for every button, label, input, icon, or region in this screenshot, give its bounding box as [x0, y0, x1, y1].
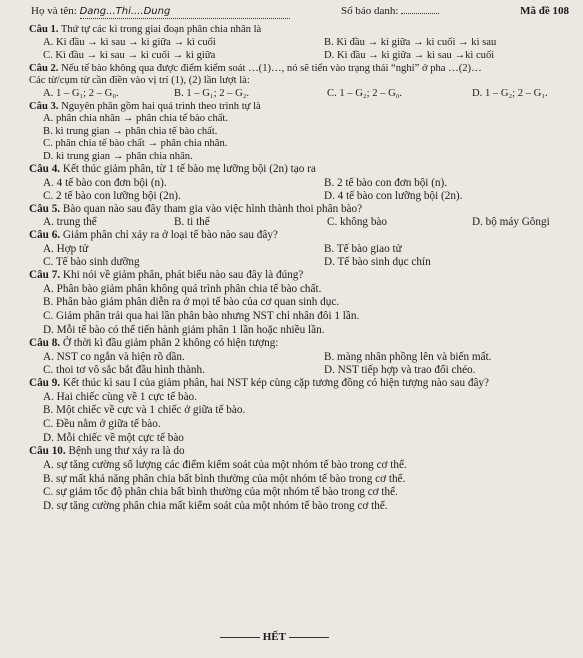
option-b: B. Phân bào giảm phân diễn ra ở mọi tế bào của cơ quan sinh dục. [43, 296, 340, 309]
end-text: HẾT [262, 631, 286, 643]
option-b: B. 2 tế bào con đơn bội (n). [324, 176, 448, 189]
options-row [29, 37, 579, 50]
question-text: Nguyên phân gồm hai quá trình theo trình tự là [61, 100, 261, 112]
name-label: Họ và tên: [31, 5, 77, 17]
question-text: Kết thúc giảm phân, từ 1 tế bào mẹ lưỡng bội (2n) tạo ra [62, 163, 316, 175]
option-b: B. 1 – G₁; 2 – G₂. [174, 87, 250, 99]
options-row [29, 216, 579, 229]
divider [220, 637, 260, 638]
name-value: Dang...Thi....Dung [80, 6, 290, 19]
sbd-blank [401, 13, 439, 14]
option-b: B. màng nhân phồng lên và biến mất. [324, 350, 492, 363]
option-b: B. Tế bào giao tử [324, 242, 402, 255]
option-a: A. Phân bào giảm phân không quá trình phân chia tế bào chất. [43, 282, 322, 295]
question-7 [29, 269, 579, 283]
option-a: A. 4 tế bào con đơn bội (n). [43, 176, 167, 189]
option-b: B. Kì đầu → kì giữa → kì cuối → kì sau [324, 36, 497, 48]
option-d: D. Mỗi tế bào có thể tiến hành giảm phân 1 lần hoặc nhiều lần. [43, 323, 325, 336]
question-text: Ở thời kì đầu giảm phân 2 không có hiện tượng: [62, 337, 279, 350]
question-number: Câu 3. [29, 100, 59, 112]
option-d: D. bộ máy Gôngi [472, 216, 550, 229]
option-b: B. sự mất khả năng phân chia bất bình thường của một nhóm tế bào trong cơ thể. [43, 472, 406, 485]
option-a: A. Hợp tử [43, 242, 89, 255]
candidate-number [341, 5, 439, 18]
question-text: Nếu tế bào không qua được điểm kiểm soát …(1)…, nó sẽ tiến vào trạng thái “nghỉ” ở pha …(2)… [61, 62, 482, 74]
options-row [29, 243, 579, 256]
options-row [29, 256, 579, 269]
question-text: Thứ tự các kì trong giai đoạn phân chia nhân là [60, 24, 262, 35]
question-number: Câu 7. [29, 268, 61, 281]
option-d: D. 4 tế bào con lưỡng bội (2n). [324, 189, 463, 202]
option-a: A. 1 – G₁; 2 – G₀. [43, 87, 119, 99]
question-5 [29, 203, 579, 217]
question-2-instruction: Các từ/cụm từ cần điền vào vị trí (1), (2) lần lượt là: [29, 75, 250, 86]
option-d: D. kì trung gian → phân chia nhân. [43, 150, 193, 162]
question-4 [29, 163, 579, 177]
end-marker [220, 631, 329, 644]
question-number: Câu 1. [29, 24, 59, 35]
option-d: D. sự tăng cường phân chia mất kiểm soát của một nhóm tế bào trong cơ thể. [43, 499, 388, 512]
question-number: Câu 2. [29, 62, 59, 74]
question-number: Câu 10. [29, 445, 66, 458]
question-1 [29, 24, 579, 37]
divider [289, 637, 329, 638]
option-d: D. Tế bào sinh dục chín [324, 255, 431, 268]
option-b: B. kì trung gian → phân chia tế bào chất. [43, 125, 218, 137]
option-c: C. Kì đầu → kì sau → kì cuối → kì giữa [43, 49, 216, 61]
option-c: C. không bào [327, 216, 387, 229]
question-9 [29, 377, 579, 391]
questions [29, 24, 579, 513]
question-3 [29, 101, 579, 114]
option-d: D. Kì đầu → kì giữa → kì sau →kì cuối [324, 49, 495, 61]
option-c: C. Đều nằm ở giữa tế bào. [43, 417, 161, 430]
exam-header [31, 5, 569, 21]
options-row [29, 88, 579, 101]
option-d: D. NST tiếp hợp và trao đổi chéo. [324, 363, 476, 376]
option-a: A. trung thể [43, 216, 97, 229]
option-a: A. phân chia nhân → phân chia tế bào chất. [43, 113, 229, 124]
option-c: C. 1 – G₂; 2 – G₀. [327, 87, 403, 99]
question-number: Câu 4. [29, 163, 61, 175]
options-row [29, 364, 579, 377]
question-number: Câu 8. [29, 337, 61, 350]
question-8 [29, 337, 579, 351]
option-b: B. Một chiếc về cực và 1 chiếc ở giữa tế bào. [43, 404, 246, 417]
options-row [29, 50, 579, 63]
option-c: C. Giảm phân trải qua hai lần phân bào nhưng NST chỉ nhân đôi 1 lần. [43, 309, 360, 322]
option-c: C. Tế bào sinh dưỡng [43, 255, 140, 268]
question-number: Câu 5. [29, 202, 61, 215]
question-6 [29, 229, 579, 243]
option-a: A. Hai chiếc cùng về 1 cực tế bào. [43, 390, 197, 403]
question-text: Khi nói về giảm phân, phát biểu nào sau đây là đúng? [62, 268, 304, 281]
option-c: C. phân chia tế bào chất → phân chia nhân. [43, 138, 228, 149]
options-row [29, 351, 579, 364]
option-a: A. sự tăng cường số lượng các điểm kiểm soát của một nhóm tế bào trong cơ thể. [43, 458, 407, 471]
option-d: D. 1 – G₂; 2 – G₁. [472, 87, 548, 99]
question-text: Bệnh ung thư xảy ra là do [68, 445, 185, 458]
question-text: Bào quan nào sau đây tham gia vào việc hình thành thoi phân bào? [62, 202, 363, 215]
options-row [29, 177, 579, 190]
exam-code: Mã đề 108 [520, 5, 569, 17]
option-b: B. ti thể [174, 216, 210, 229]
options-row [29, 190, 579, 203]
question-text: Giảm phân chỉ xảy ra ở loại tế bào nào sau đây? [62, 229, 278, 242]
option-a: A. NST co ngắn và hiện rõ dần. [43, 350, 185, 363]
option-c: C. 2 tế bào con lưỡng bội (2n). [43, 189, 181, 202]
question-number: Câu 6. [29, 229, 61, 242]
option-c: C. thoi tơ vô sắc bắt đầu hình thành. [43, 363, 205, 376]
question-10 [29, 445, 579, 459]
student-name [31, 5, 290, 19]
sbd-label: Số báo danh: [341, 5, 399, 17]
question-number: Câu 9. [29, 376, 61, 389]
option-c: C. sự giảm tốc độ phân chia bất bình thường của một nhóm tế bào trong cơ thể. [43, 486, 398, 499]
option-a: A. Kì đầu → kì sau → kì giữa → kì cuối [43, 36, 216, 48]
question-text: Kết thúc kì sau I của giảm phân, hai NST kép cùng cặp tương đồng có hiện tượng nào sau đây? [62, 376, 489, 389]
option-d: D. Mỗi chiếc về một cực tế bào [43, 431, 184, 444]
question-2 [29, 63, 579, 76]
